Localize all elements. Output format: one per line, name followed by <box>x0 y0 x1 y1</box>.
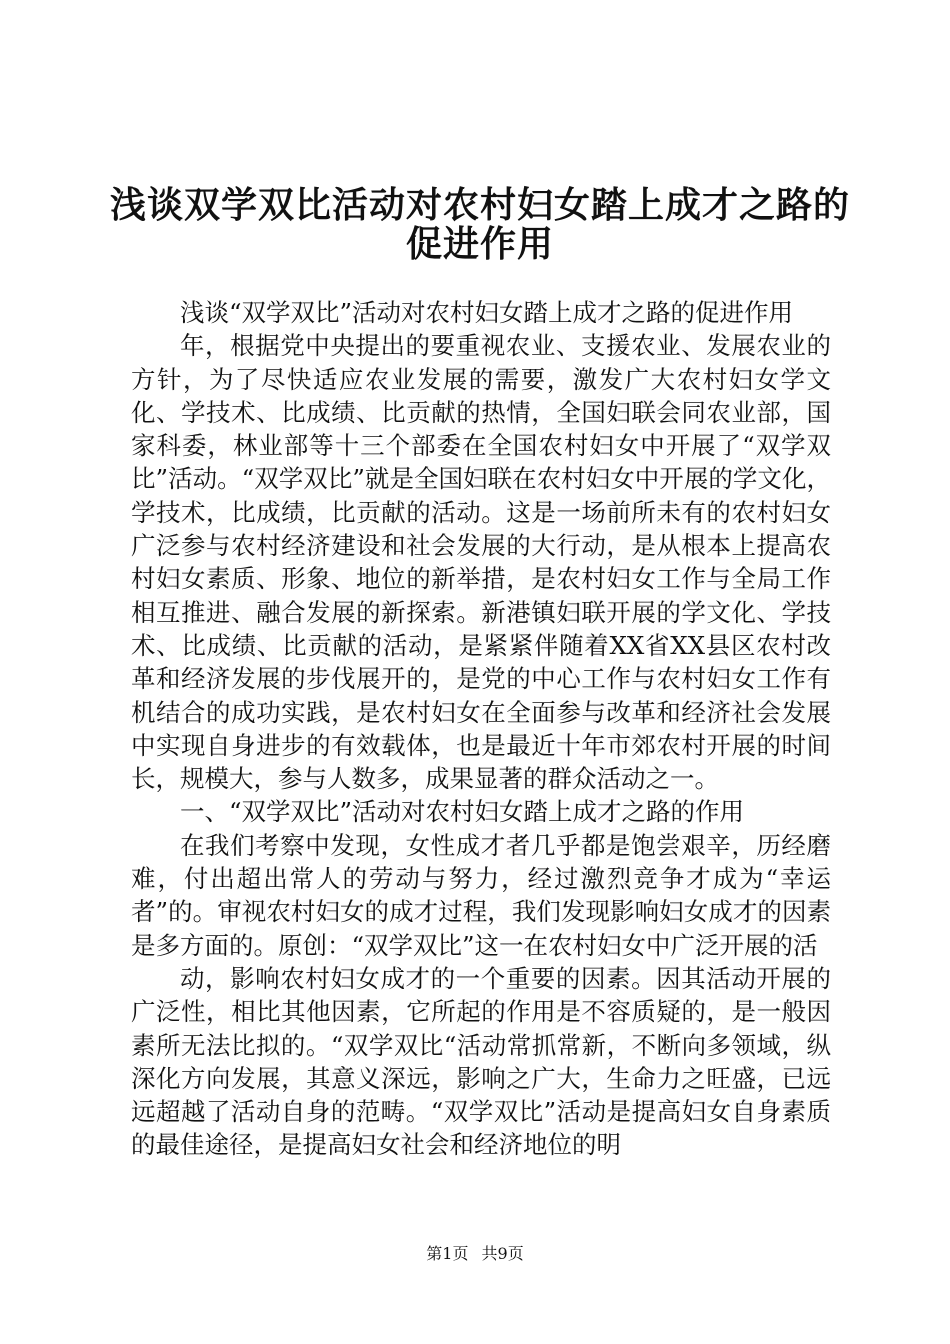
paragraph-findings: 在我们考察中发现，女性成才者几乎都是饱尝艰辛，历经磨难，付出超出常人的劳动与努力，经过激烈竞争才成为“幸运者”的。审视农村妇女的成才过程，我们发现影响妇女成才的因素是多方面的。原创：“双学双比”这一在农村妇女中广泛开展的活 <box>131 830 831 960</box>
page-number-total: 共9页 <box>481 1244 524 1263</box>
paragraph-activity-role: 动，影响农村妇女成才的一个重要的因素。因其活动开展的广泛性，相比其他因素，它所起的作用是不容质疑的，是一般因素所无法比拟的。“双学双比“活动常抓常新，不断向多领域，纵深化方向发展，其意义深远，影响之广大，生命力之旺盛，已远远超越了活动自身的范畴。“双学双比”活动是提高妇女自身素质的最佳途径，是提高妇女社会和经济地位的明 <box>131 963 831 1160</box>
page-number-current: 第1页 <box>426 1244 469 1263</box>
document-title-line-1: 浅谈双学双比活动对农村妇女踏上成才之路的 <box>109 185 850 226</box>
paragraph-subtitle: 浅谈“双学双比”活动对农村妇女踏上成才之路的促进作用 <box>180 298 794 327</box>
document-body <box>131 296 831 1162</box>
document-title-line-2: 促进作用 <box>405 224 554 265</box>
paragraph-background: 年，根据党中央提出的要重视农业、支援农业、发展农业的方针，为了尽快适应农业发展的需要，激发广大农村妇女学文化、学技术、比成绩、比贡献的热情，全国妇联会同农业部，国家科委，林业部等十三个部委在全国农村妇女中开展了“双学双比”活动。“双学双比”就是全国妇联在农村妇女中开展的学文化，学技术，比成绩，比贡献的活动。这是一场前所未有的农村妇女广泛参与农村经济建设和社会发展的大行动，是从根本上提高农村妇女素质、形象、地位的新举措，是农村妇女工作与全局工作相互推进、融合发展的新探索。新港镇妇联开展的学文化、学技术、比成绩、比贡献的活动，是紧紧伴随着XX省XX县区农村改革和经济发展的步伐展开的，是党的中心工作与农村妇女工作有机结合的成功实践，是农村妇女在全面参与改革和经济社会发展中实现自身进步的有效载体，也是最近十年市郊农村开展的时间长，规模大，参与人数多，成果显著的群众活动之一。 <box>131 331 831 794</box>
section-heading-1: 一、“双学双比”活动对农村妇女踏上成才之路的作用 <box>180 797 745 827</box>
page-footer <box>0 1244 950 1264</box>
